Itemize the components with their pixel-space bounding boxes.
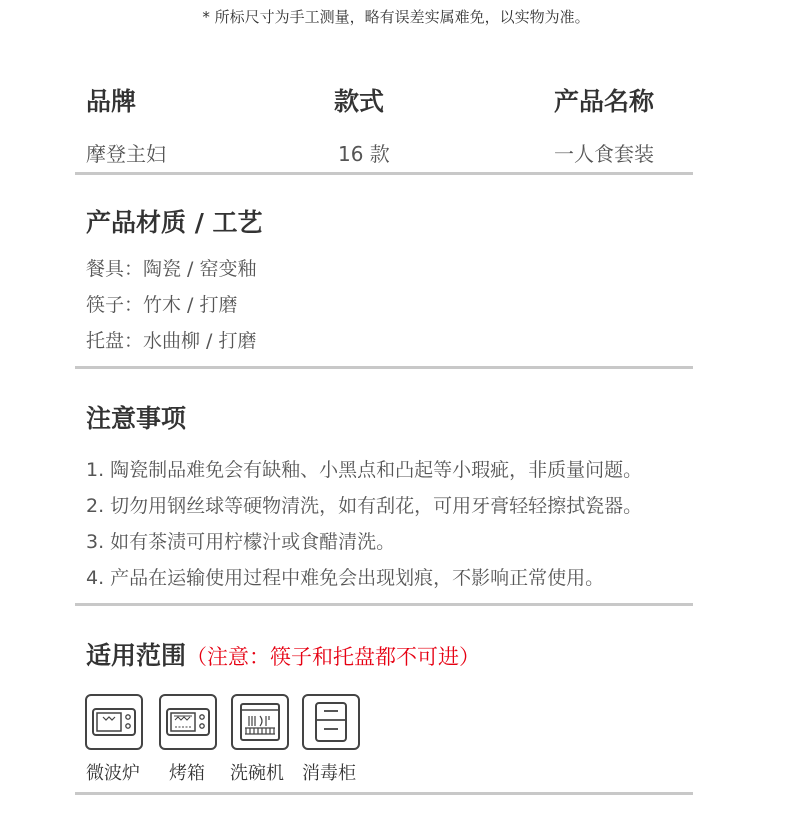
material-title: 产品材质 / 工艺	[86, 208, 263, 237]
microwave-label: 微波炉	[86, 763, 140, 784]
dishwasher-icon	[231, 694, 289, 750]
product-name-label: 产品名称	[554, 87, 655, 116]
usage-title	[86, 636, 480, 672]
style-value: 16 款	[338, 142, 390, 166]
notice-line-4: 4. 产品在运输使用过程中难免会出现划痕，不影响正常使用。	[86, 567, 605, 589]
oven-icon	[159, 694, 217, 750]
notice-title: 注意事项	[86, 404, 187, 433]
divider-2	[75, 366, 693, 369]
material-line-tableware: 餐具：陶瓷 / 窑变釉	[86, 258, 257, 280]
divider-1	[75, 172, 693, 175]
dishwasher-label: 洗碗机	[230, 763, 284, 784]
notice-line-2: 2. 切勿用钢丝球等硬物清洗，如有刮花，可用牙膏轻轻擦拭瓷器。	[86, 495, 643, 517]
material-line-chopsticks: 筷子：竹木 / 打磨	[86, 294, 238, 316]
divider-4	[75, 792, 693, 795]
usage-warning: （注意：筷子和托盘都不可进）	[186, 645, 481, 669]
style-label: 款式	[334, 87, 385, 116]
microwave-icon	[85, 694, 143, 750]
brand-label: 品牌	[86, 87, 137, 116]
divider-3	[75, 603, 693, 606]
sterilizer-cabinet-icon	[302, 694, 360, 750]
oven-label: 烤箱	[169, 763, 205, 784]
brand-value: 摩登主妇	[86, 142, 166, 166]
product-name-value: 一人食套装	[554, 142, 654, 166]
usage-title-text: 适用范围	[86, 641, 187, 670]
measurement-note: * 所标尺寸为手工测量，略有误差实属难免，以实物为准。	[202, 8, 590, 26]
notice-line-1: 1. 陶瓷制品难免会有缺釉、小黑点和凸起等小瑕疵，非质量问题。	[86, 459, 643, 481]
material-line-tray: 托盘：水曲柳 / 打磨	[86, 330, 257, 352]
sterilizer-cabinet-label: 消毒柜	[302, 763, 356, 784]
notice-line-3: 3. 如有茶渍可用柠檬汁或食醋清洗。	[86, 531, 396, 553]
